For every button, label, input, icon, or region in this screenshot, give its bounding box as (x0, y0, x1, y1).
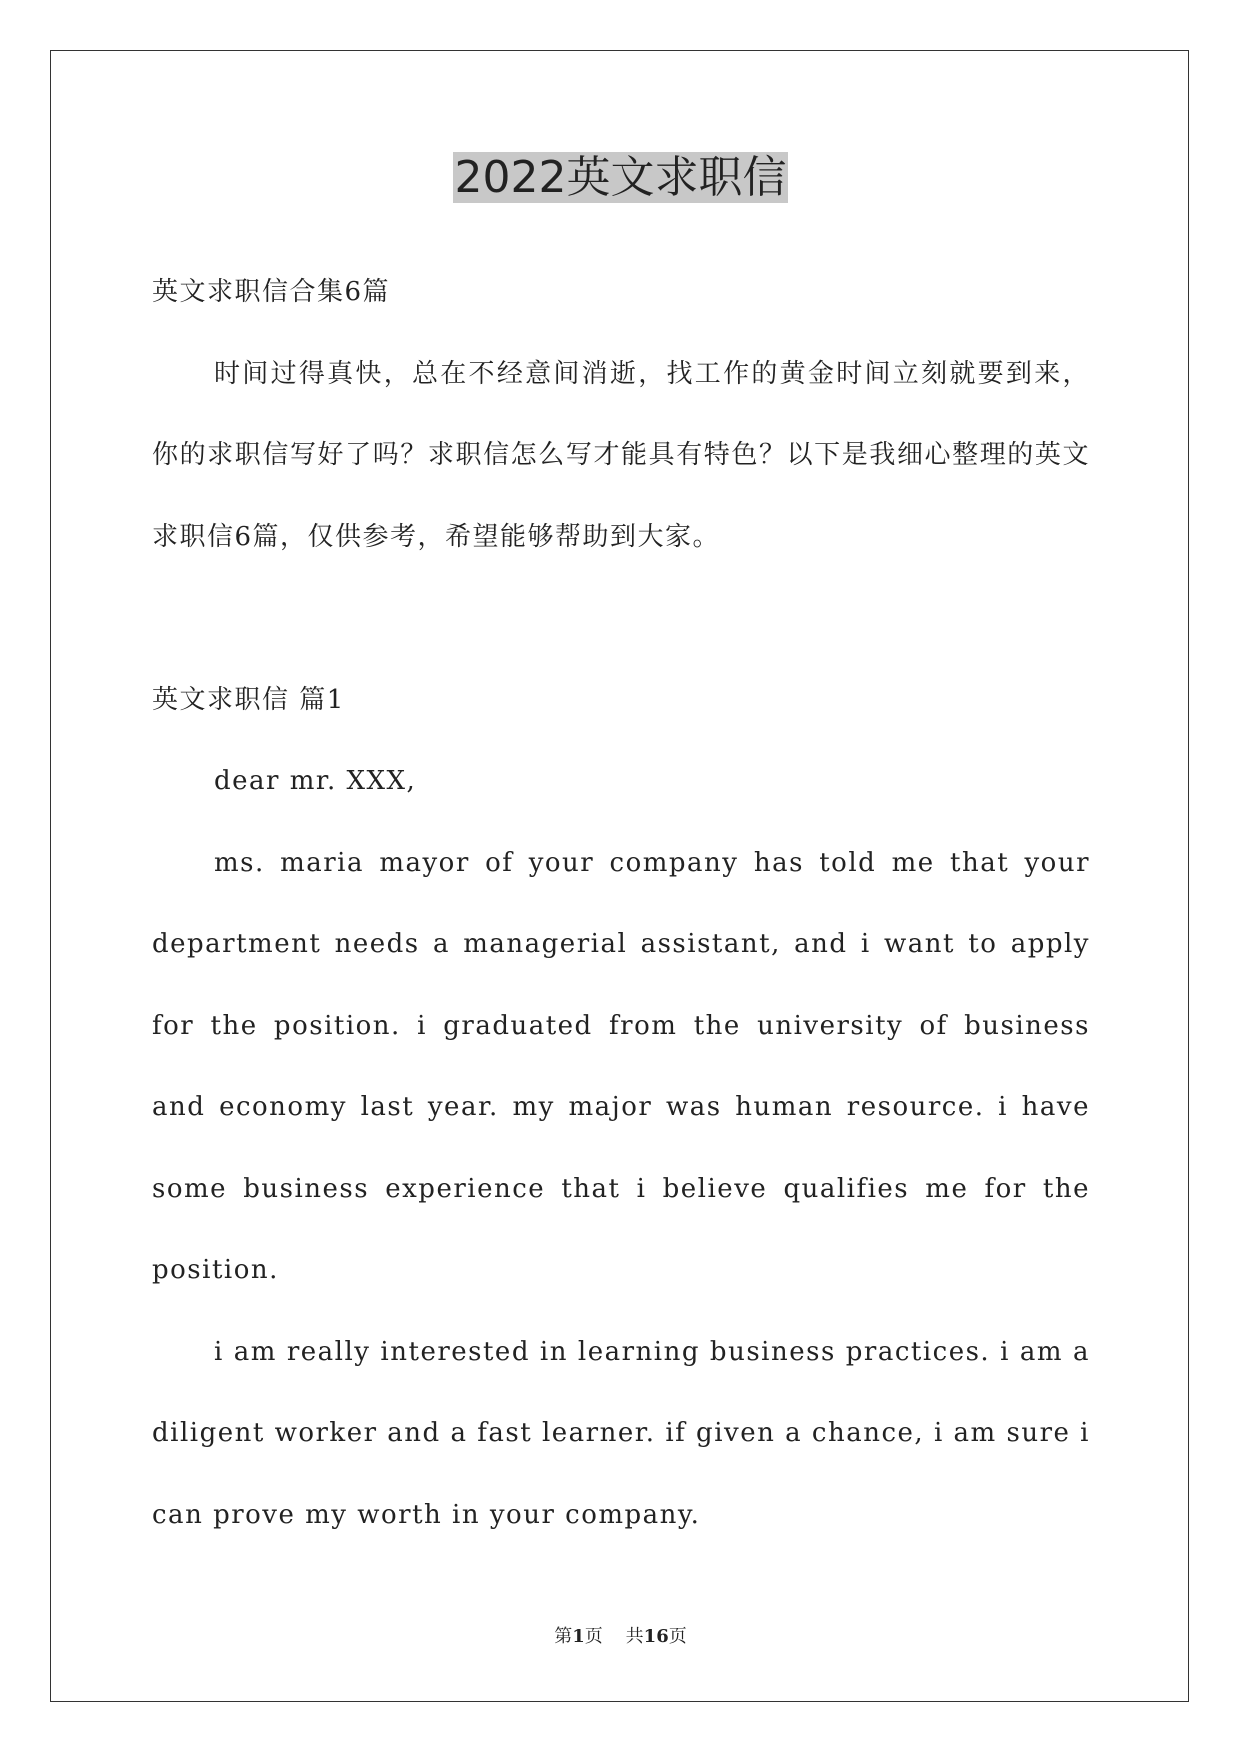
page-prefix: 第 (554, 1626, 573, 1647)
page-suffix: 页 (584, 1626, 603, 1647)
page-number: 1 (572, 1626, 585, 1647)
document-title (0, 150, 1241, 206)
subtitle: 英文求职信合集6篇 (152, 277, 391, 307)
total-prefix: 共 (625, 1626, 644, 1647)
document-body (152, 252, 1090, 1556)
total-suffix: 页 (668, 1626, 687, 1647)
letter-paragraph-2: i am really interested in learning business practices. i am a diligent worker and a fast learner. if given a chance, i am sure i can prove my worth in your company. (152, 1336, 1090, 1530)
blank-line (152, 578, 1090, 660)
letter-paragraph-1: ms. maria mayor of your company has told me that your department needs a managerial assistant, and i want to apply for the position. i graduated from the university of business and economy last year. my major was human resource. i have some business experience that i believe qualifies me for the position. (152, 847, 1090, 1285)
intro-paragraph: 时间过得真快，总在不经意间消逝，找工作的黄金时间立刻就要到来，你的求职信写好了吗？求职信怎么写才能具有特色？以下是我细心整理的英文求职信6篇，仅供参考，希望能够帮助到大家。 (152, 358, 1090, 552)
salutation: dear mr. XXX, (214, 766, 417, 796)
title-text: 2022英文求职信 (454, 152, 787, 203)
total-pages: 16 (643, 1626, 669, 1647)
section-heading: 英文求职信 篇1 (152, 684, 345, 715)
page-footer (0, 1622, 1241, 1648)
